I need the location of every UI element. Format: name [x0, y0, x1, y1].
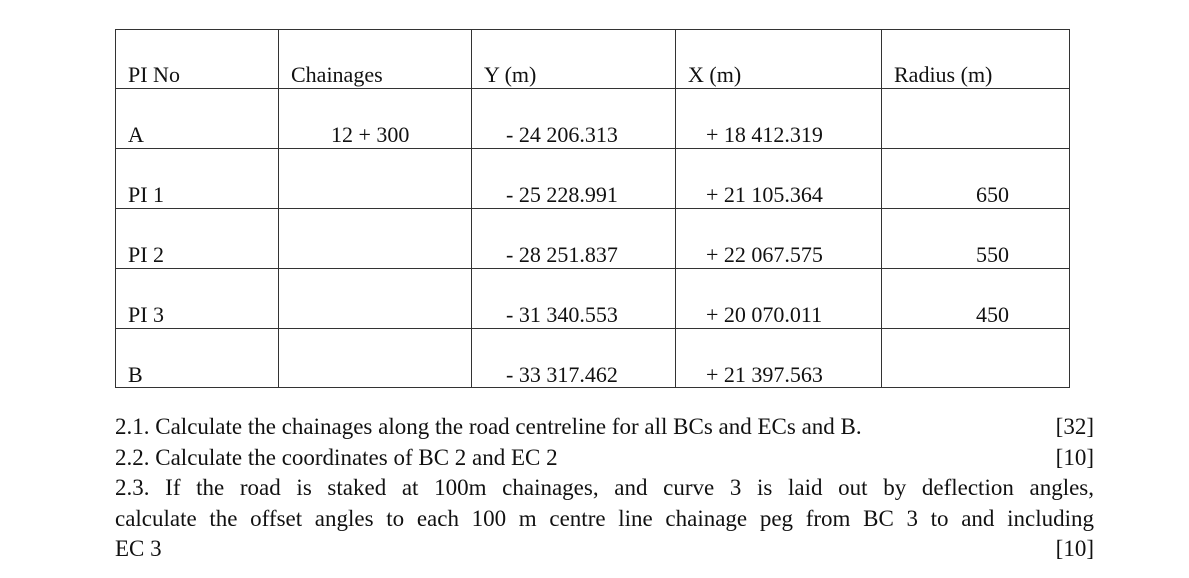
question-text-line: 2.3. If the road is staked at 100m chainages, and curve 3 is laid out by deflection angles,: [115, 475, 1094, 500]
cell-radius: [882, 329, 1070, 388]
question-marks: [10]: [1055, 444, 1094, 470]
table-row: [116, 269, 1070, 329]
cell-y: - 25 228.991: [472, 149, 676, 209]
cell-chainage: [279, 149, 472, 209]
question-text-line: EC 3: [115, 536, 162, 561]
table-row: [116, 149, 1070, 209]
question-text-line: calculate the offset angles to each 100 m centre line chainage peg from BC 3 to and including: [115, 505, 1094, 531]
cell-pi: B: [116, 329, 279, 388]
cell-pi: PI 3: [116, 269, 279, 329]
cell-x: + 21 397.563: [676, 329, 882, 388]
cell-chainage: [279, 209, 472, 269]
cell-y: - 24 206.313: [472, 89, 676, 149]
survey-data-table: [115, 29, 1070, 388]
cell-chainage: [279, 329, 472, 388]
cell-radius: 650: [882, 149, 1070, 209]
cell-y: - 31 340.553: [472, 269, 676, 329]
cell-y: - 28 251.837: [472, 209, 676, 269]
question-marks: [32]: [1055, 414, 1094, 439]
question-2-3: [115, 473, 1094, 565]
cell-x: + 20 070.011: [676, 269, 882, 329]
header-pi-no: PI No: [116, 30, 279, 89]
question-2-1: [115, 412, 1094, 443]
cell-y: - 33 317.462: [472, 329, 676, 388]
question-text: 2.1. Calculate the chainages along the road centreline for all BCs and ECs and B.: [115, 414, 862, 439]
cell-chainage: [279, 269, 472, 329]
header-radius: Radius (m): [882, 30, 1070, 89]
question-text: 2.2. Calculate the coordinates of BC 2 and EC 2: [115, 444, 558, 470]
cell-x: + 18 412.319: [676, 89, 882, 149]
cell-radius: [882, 89, 1070, 149]
header-x: X (m): [676, 30, 882, 89]
cell-x: + 21 105.364: [676, 149, 882, 209]
table-row: [116, 89, 1070, 149]
table-row: [116, 329, 1070, 388]
cell-pi: PI 1: [116, 149, 279, 209]
cell-chainage: 12 + 300: [279, 89, 472, 149]
question-marks: [10]: [1055, 536, 1094, 561]
table-header-row: [116, 30, 1070, 89]
cell-pi: A: [116, 89, 279, 149]
table-row: [116, 209, 1070, 269]
cell-radius: 450: [882, 269, 1070, 329]
cell-radius: 550: [882, 209, 1070, 269]
cell-pi: PI 2: [116, 209, 279, 269]
question-2-2: [115, 443, 1094, 474]
header-chainages: Chainages: [279, 30, 472, 89]
question-last-line: [115, 534, 1094, 565]
header-y: Y (m): [472, 30, 676, 89]
question-list: [115, 412, 1094, 565]
cell-x: + 22 067.575: [676, 209, 882, 269]
